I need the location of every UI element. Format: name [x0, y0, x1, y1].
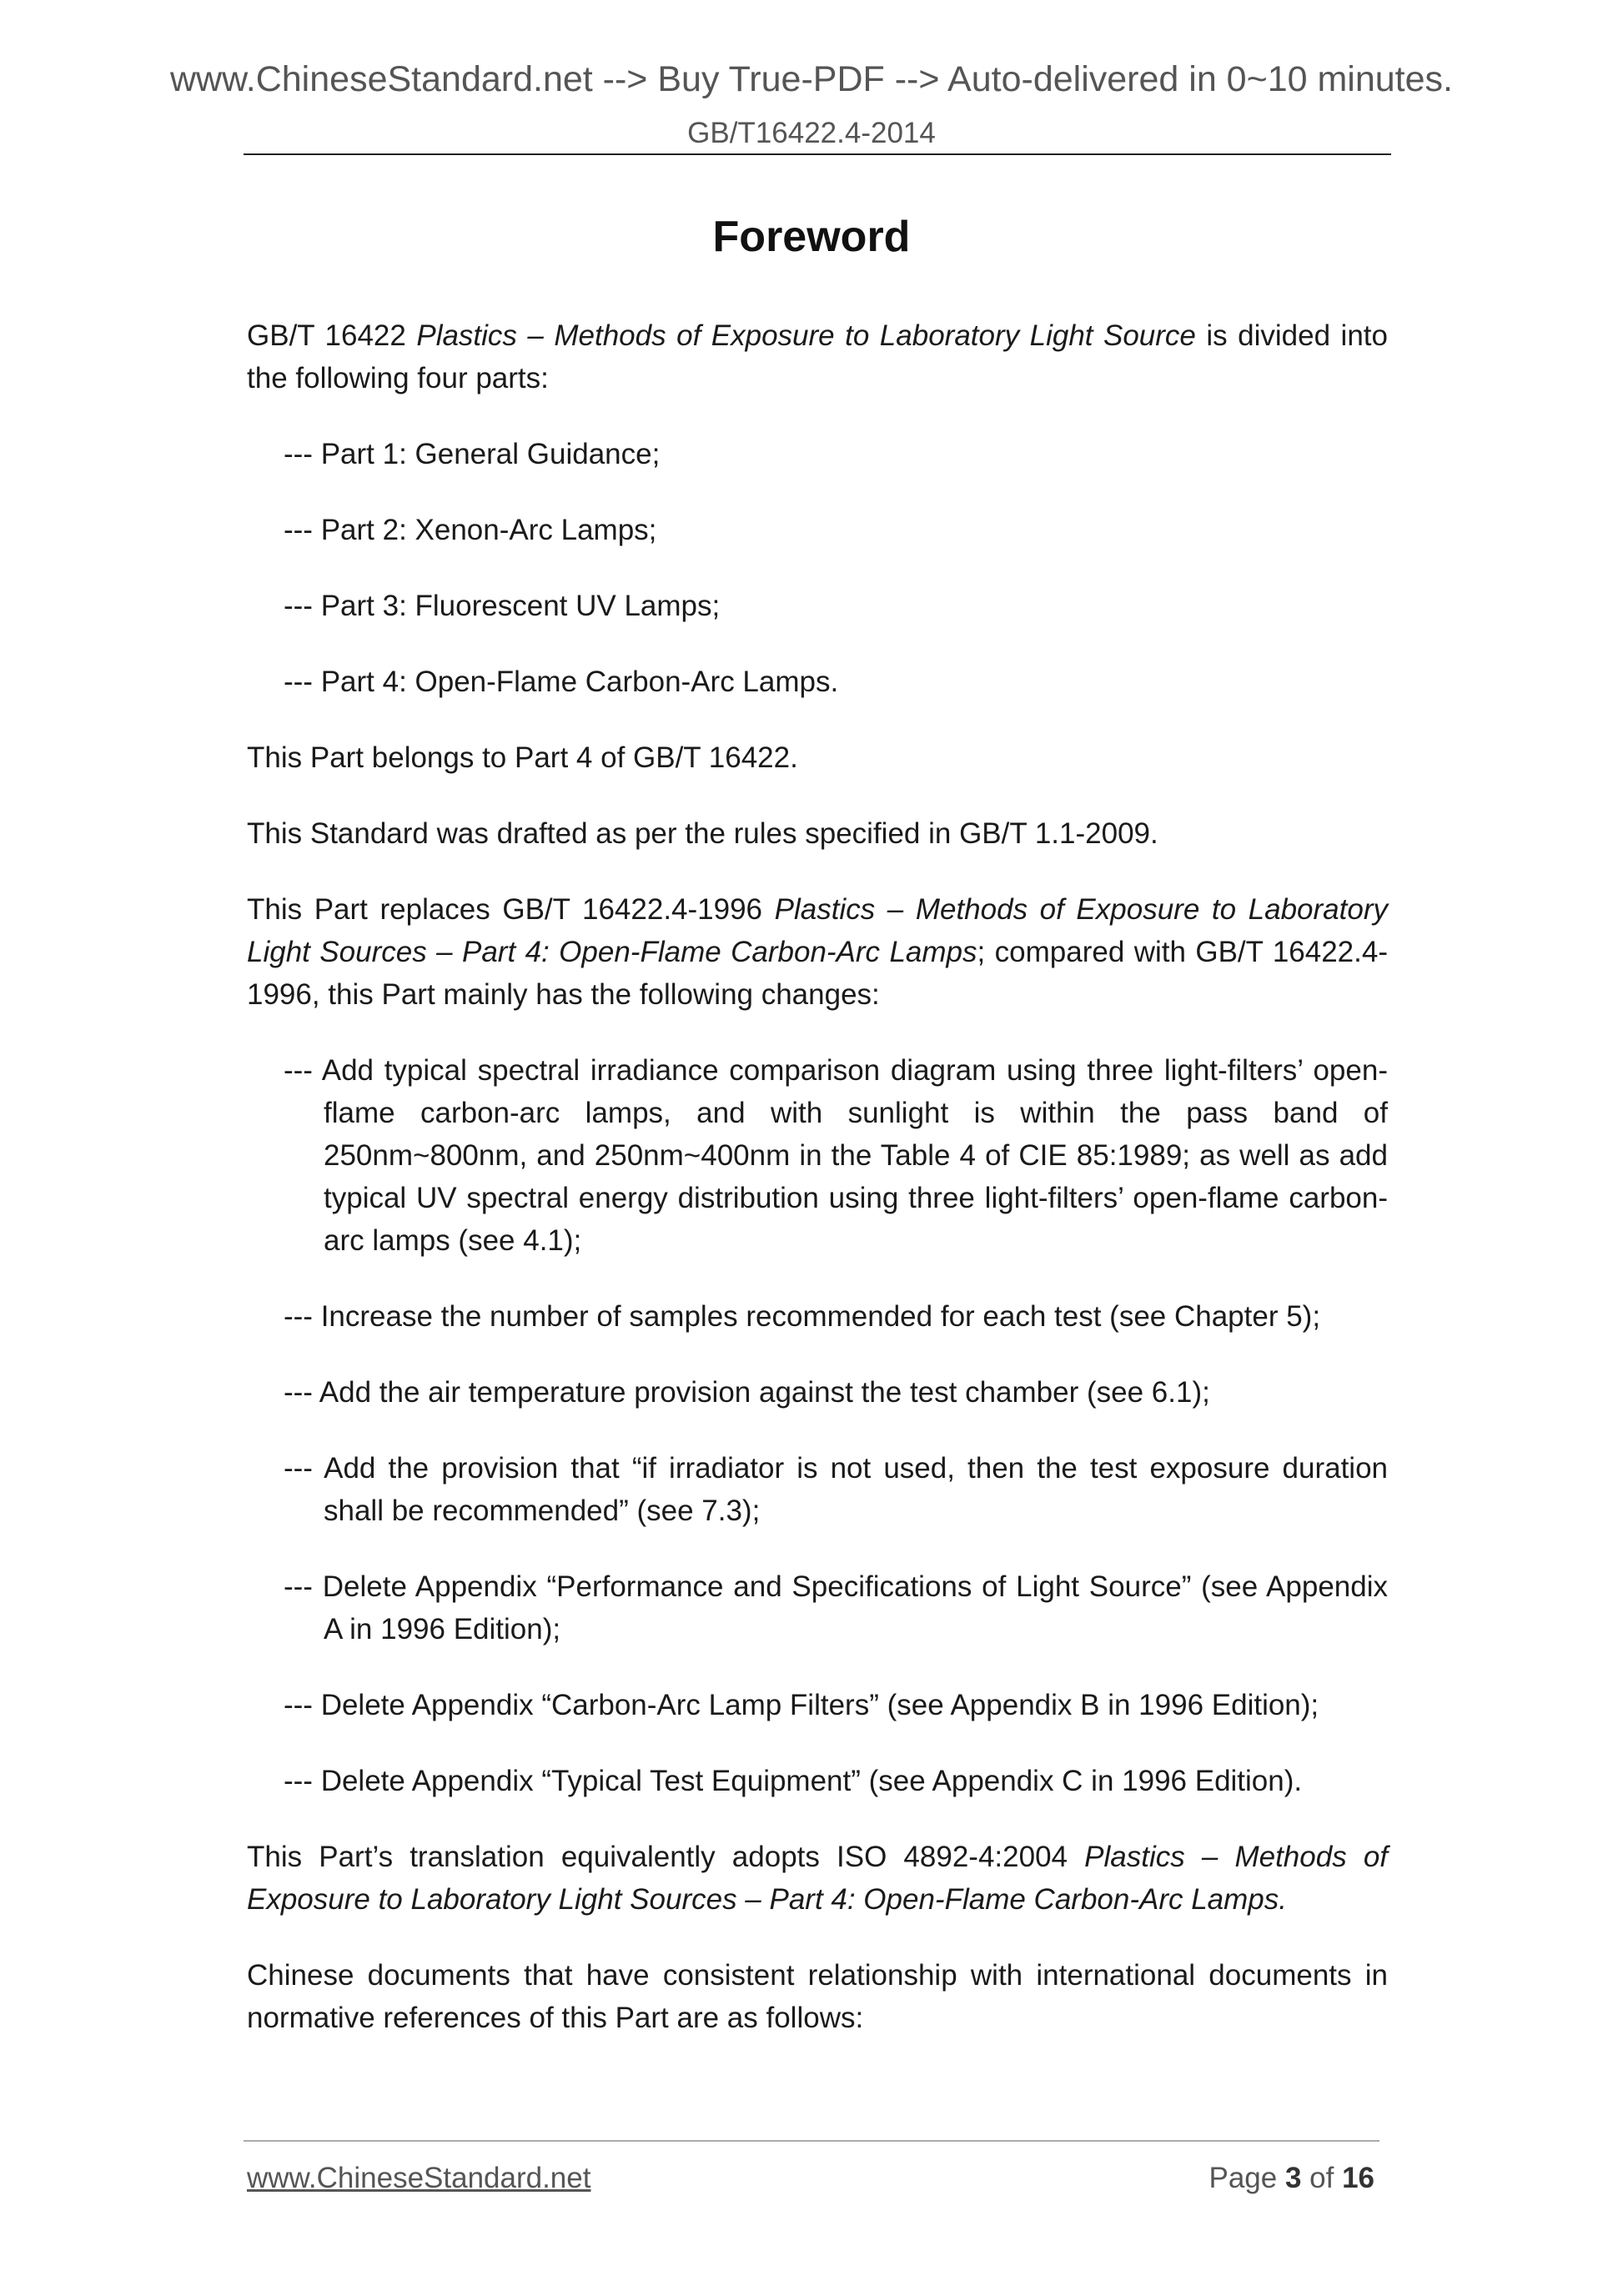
change-item: --- Increase the number of samples recommended for each test (see Chapter 5);: [284, 1300, 1321, 1333]
change-item: --- Add typical spectral irradiance comparison diagram using three light-filters’ open-flame carbon-arc lamps, and with sunlight is within the pass band of 250nm~800nm, and 250nm~400nm in the Table 4 of CIE 85:1989; as well as add typical UV spectral energy distribution using three light-filters’ open-flame carbon-arc lamps (see 4.1);: [284, 1054, 1388, 1257]
page-of: of: [1301, 2162, 1343, 2194]
change-item: --- Add the air temperature provision against the test chamber (see 6.1);: [284, 1376, 1210, 1409]
header-banner-link[interactable]: www.ChineseStandard.net --> Buy True-PDF --> Auto-delivered in 0~10 minutes.: [169, 59, 1453, 99]
intro-text-c: is divided into the following four parts:: [247, 319, 1388, 394]
change-item: --- Delete Appendix “Carbon-Arc Lamp Filters” (see Appendix B in 1996 Edition);: [284, 1689, 1319, 1721]
replaces-paragraph: [247, 888, 1388, 1016]
page-number: [1208, 2163, 1374, 2193]
page-title: Foreword: [712, 213, 911, 261]
intro-title-italic: Plastics – Methods of Exposure to Laboratory Light Source: [416, 319, 1196, 352]
page-current: 3: [1284, 2162, 1302, 2194]
replaces-title-italic: Plastics – Methods of Exposure to Laboratory Light Sources – Part 4: Open-Flame Carbon-Arc Lamps: [247, 893, 1388, 968]
drafted-paragraph: This Standard was drafted as per the rules specified in GB/T 1.1-2009.: [247, 817, 1158, 850]
change-item: --- Delete Appendix “Typical Test Equipment” (see Appendix C in 1996 Edition).: [284, 1765, 1303, 1797]
intro-text-a: GB/T 16422: [247, 319, 417, 352]
page-prefix: Page: [1208, 2162, 1285, 2194]
replaces-text-a: This Part replaces GB/T 16422.4-1996: [247, 893, 775, 926]
footer-divider: [244, 2140, 1379, 2142]
replaces-text-c: ; compared with GB/T 16422.4-1996, this Part mainly has the following changes:: [247, 936, 1388, 1011]
change-item: --- Delete Appendix “Performance and Specifications of Light Source” (see Appendix A in 1996 Edition);: [284, 1570, 1388, 1645]
adopts-text-a: This Part’s translation equivalently adopts ISO 4892-4:2004: [247, 1841, 1085, 1873]
change-item: --- Add the provision that “if irradiator is not used, then the test exposure duration shall be recommended” (see 7.3);: [284, 1452, 1388, 1527]
foreword-body: [247, 314, 1388, 2072]
belongs-paragraph: This Part belongs to Part 4 of GB/T 16422.: [247, 741, 798, 774]
standard-number: GB/T16422.4-2014: [687, 117, 936, 149]
adopts-paragraph: [247, 1836, 1388, 1921]
part-item: --- Part 3: Fluorescent UV Lamps;: [284, 590, 721, 622]
footer-website-link[interactable]: www.ChineseStandard.net: [247, 2162, 591, 2194]
part-item: --- Part 1: General Guidance;: [284, 438, 661, 470]
part-item: --- Part 4: Open-Flame Carbon-Arc Lamps.: [284, 666, 839, 698]
page-total: 16: [1342, 2162, 1374, 2194]
part-item: --- Part 2: Xenon-Arc Lamps;: [284, 514, 657, 546]
adopts-title-italic: Plastics – Methods of Exposure to Laboratory Light Sources – Part 4: Open-Flame Carbon-Arc Lamps.: [247, 1841, 1389, 1916]
chinese-documents-paragraph: Chinese documents that have consistent relationship with international documents in normative references of this Part are as follows:: [247, 1959, 1388, 2034]
intro-paragraph: [247, 314, 1388, 399]
header-divider: [244, 153, 1391, 155]
